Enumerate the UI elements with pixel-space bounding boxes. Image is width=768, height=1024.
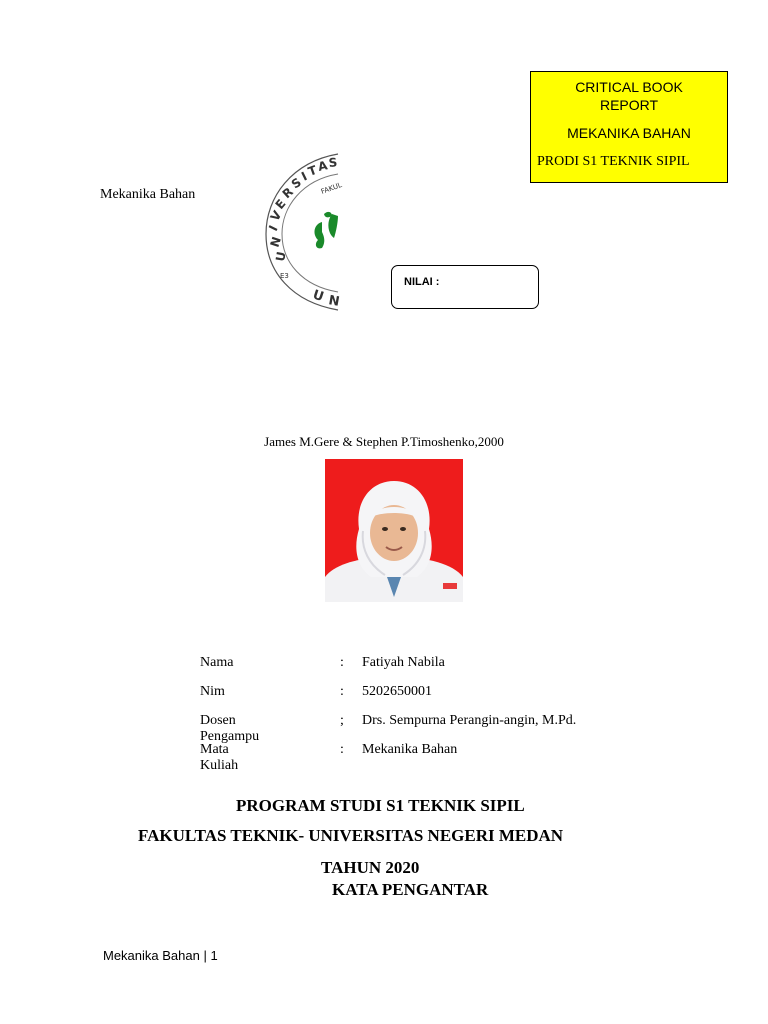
preface-heading: KATA PENGANTAR [332, 880, 489, 899]
title-box [530, 71, 728, 183]
svg-text:U: U [310, 287, 326, 306]
grade-box [391, 265, 539, 309]
svg-text:N: N [267, 235, 284, 249]
info-label: Dosen Pengampu [200, 713, 260, 744]
svg-text:T: T [306, 162, 319, 179]
info-separator: : [340, 684, 344, 699]
title-line-2: REPORT [599, 97, 659, 113]
university-seal-icon [262, 152, 343, 312]
info-value: Drs. Sempurna Perangin-angin, M.Pd. [362, 713, 577, 728]
svg-text:R: R [279, 184, 296, 202]
svg-text:I: I [266, 223, 281, 234]
svg-text:U: U [273, 250, 289, 263]
svg-text:E3: E3 [280, 272, 289, 280]
title-line-1: CRITICAL BOOK [575, 79, 683, 95]
info-label: Nama [200, 655, 234, 670]
svg-text:E: E [272, 196, 289, 212]
info-value: 5202650001 [362, 684, 432, 699]
grade-label: NILAI : [404, 276, 440, 288]
svg-text:S: S [288, 175, 304, 192]
info-label: Mata Kuliah [200, 742, 239, 773]
svg-text:N: N [327, 293, 341, 310]
info-label: Nim [200, 684, 225, 699]
info-value: Mekanika Bahan [362, 742, 458, 757]
subject-label: Mekanika Bahan [100, 187, 196, 202]
book-authors: James M.Gere & Stephen P.Timoshenko,2000 [264, 434, 504, 449]
svg-text:S: S [328, 155, 338, 170]
page-footer: Mekanika Bahan | 1 [103, 948, 218, 963]
svg-text:V: V [267, 208, 285, 224]
student-photo [325, 459, 463, 602]
svg-text:I: I [299, 169, 310, 184]
info-separator: : [340, 655, 344, 670]
info-separator: : [340, 742, 344, 757]
faculty-heading: FAKULTAS TEKNIK- UNIVERSITAS NEGERI MEDAN [138, 826, 564, 845]
program-heading: PROGRAM STUDI S1 TEKNIK SIPIL [236, 796, 525, 815]
svg-text:FAKUL: FAKUL [319, 180, 343, 196]
title-line-3: MEKANIKA BAHAN [567, 125, 691, 141]
info-value: Fatiyah Nabila [362, 655, 445, 670]
info-separator: ; [340, 713, 344, 728]
svg-text:A: A [316, 158, 329, 174]
title-line-4: PRODI S1 TEKNIK SIPIL [537, 154, 690, 169]
year-heading: TAHUN 2020 [321, 858, 420, 877]
